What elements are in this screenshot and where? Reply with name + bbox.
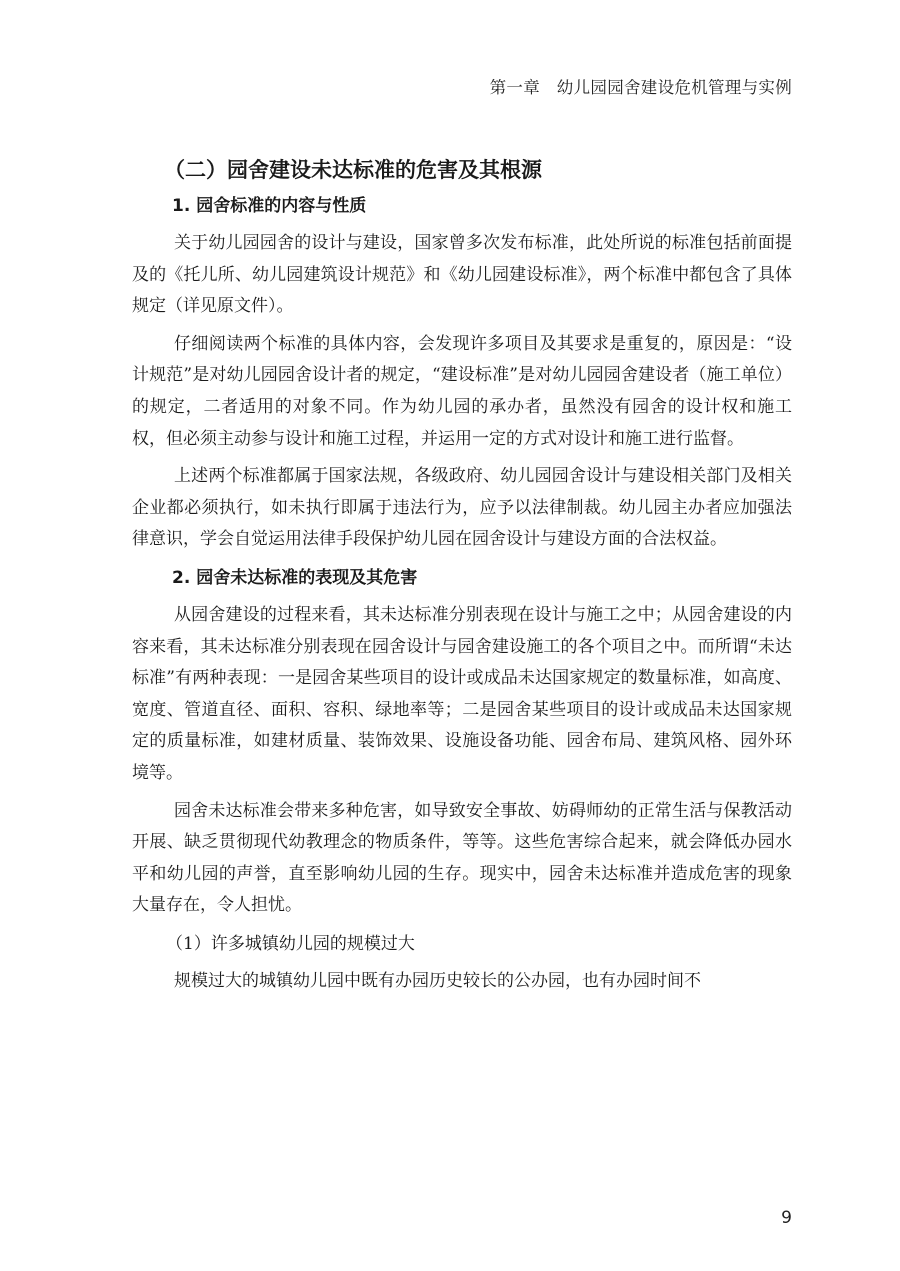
section-heading: （二）园舍建设未达标准的危害及其根源 [164,158,542,182]
list-item-heading: （1）许多城镇幼儿园的规模过大 [166,933,415,954]
subsection-heading-2: 2. 园舍未达标准的表现及其危害 [172,567,418,588]
running-header: 第一章 幼儿园园舍建设危机管理与实例 [489,78,792,97]
body-paragraph: 规模过大的城镇幼儿园中既有办园历史较长的公办园，也有办园时间不 [174,970,701,991]
subsection-heading-1: 1. 园舍标准的内容与性质 [172,196,367,216]
body-paragraph: 上述两个标准都属于国家法规，各级政府、幼儿园园舍设计与建设相关部门及相关企业都必须执行，如未执行即属于违法行为，应予以法律制裁。幼儿园主办者应加强法律意识，学会自觉运用法律手段保护幼儿园在园舍设计与建设方面的合法权益。 [132,466,792,550]
body-paragraph: 仔细阅读两个标准的具体内容，会发现许多项目及其要求是重复的，原因是：“设计规范”是对幼儿园园舍设计者的规定，“建设标准”是对幼儿园园舍建设者（施工单位）的规定，二者适用的对象不同。作为幼儿园的承办者，虽然没有园舍的设计权和施工权，但必须主动参与设计和施工过程，并运用一定的方式对设计和施工进行监督。 [132,333,792,449]
page-number: 9 [781,1208,792,1228]
body-paragraph: 从园舍建设的过程来看，其未达标准分别表现在设计与施工之中；从园舍建设的内容来看，其未达标准分别表现在园舍设计与园舍建设施工的各个项目之中。而所谓“未达标准”有两种表现：一是园舍某些项目的设计或成品未达国家规定的数量标准，如高度、宽度、管道直径、面积、容积、绿地率等；二是园舍某些项目的设计或成品未达国家规定的质量标准，如建材质量、装饰效果、设施设备功能、园舍布局、建筑风格、园外环境等。 [132,604,792,783]
page-body [132,150,792,1003]
body-paragraph: 关于幼儿园园舍的设计与建设，国家曾多次发布标准，此处所说的标准包括前面提及的《托儿所、幼儿园建筑设计规范》和《幼儿园建设标准》，两个标准中都包含了具体规定（详见原文件）。 [132,233,792,317]
body-paragraph: 园舍未达标准会带来多种危害，如导致安全事故、妨碍师幼的正常生活与保教活动开展、缺乏贯彻现代幼教理念的物质条件，等等。这些危害综合起来，就会降低办园水平和幼儿园的声誉，直至影响幼儿园的生存。现实中，园舍未达标准并造成危害的现象大量存在，令人担忧。 [132,800,792,916]
